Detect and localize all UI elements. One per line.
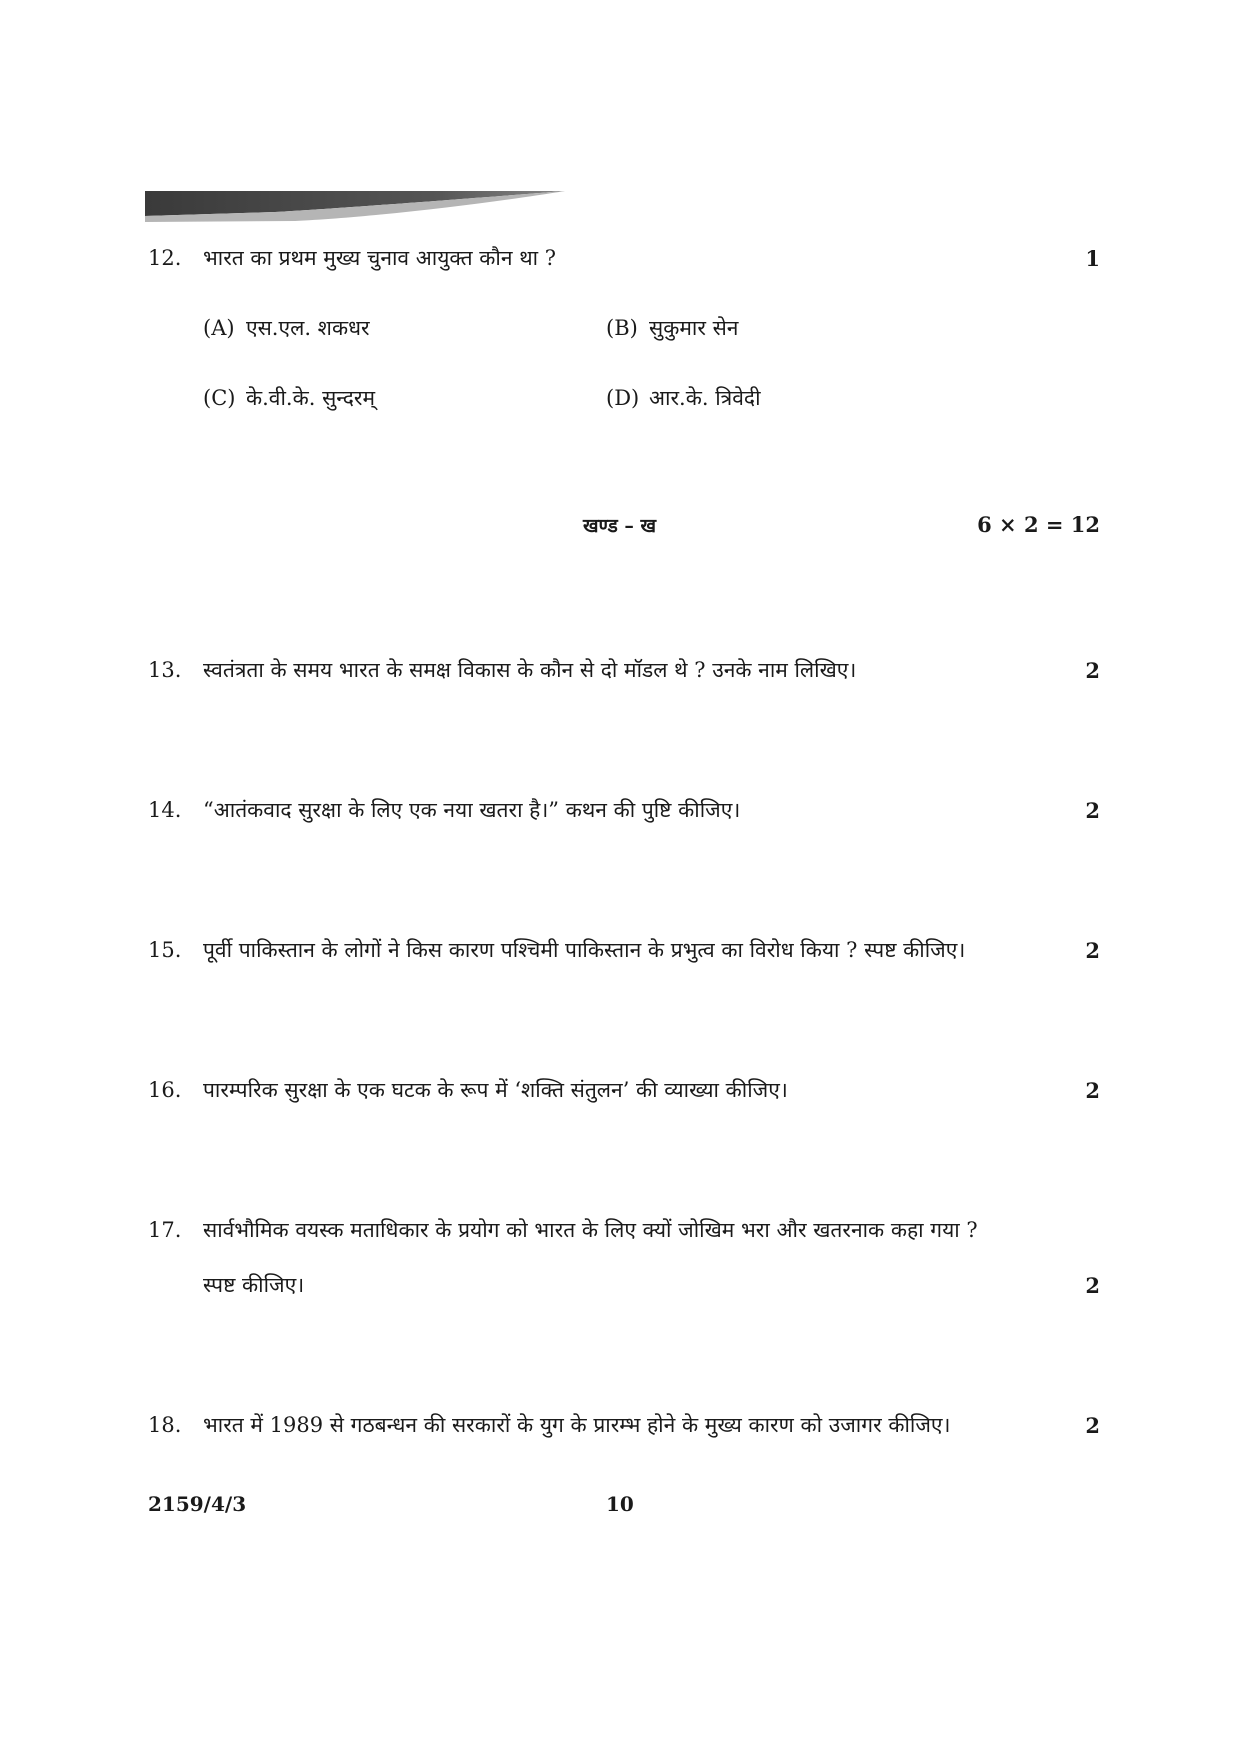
question-text: सार्वभौमिक वयस्क मताधिकार के प्रयोग को भारत के लिए क्यों जोखिम भरा और खतरनाक कहा गया ? <box>203 1218 978 1242</box>
question-text: पूर्वी पाकिस्तान के लोगों ने किस कारण पश्चिमी पाकिस्तान के प्रभुत्व का विरोध किया ? स्पष्ट कीजिए। <box>203 938 966 962</box>
question-text: पारम्परिक सुरक्षा के एक घटक के रूप में ‘शक्ति संतुलन’ की व्याख्या कीजिए। <box>203 1078 788 1102</box>
section-title: खण्ड – ख <box>583 515 657 537</box>
question-marks: 2 <box>1085 1273 1100 1298</box>
question-marks: 1 <box>1085 246 1100 271</box>
option-d <box>606 388 761 409</box>
option-text: सुकुमार सेन <box>649 316 739 340</box>
question-text: स्वतंत्रता के समय भारत के समक्ष विकास के कौन से दो मॉडल थे ? उनके नाम लिखिए। <box>203 658 857 682</box>
question-text: भारत में 1989 से गठबन्धन की सरकारों के युग के प्रारम्भ होने के मुख्य कारण को उजागर कीजिए। <box>203 1413 951 1437</box>
question-text-continued: स्पष्ट कीजिए। <box>203 1273 305 1297</box>
question-marks: 2 <box>1085 938 1100 963</box>
question-number: 14. <box>148 798 182 822</box>
question-number: 18. <box>148 1413 182 1437</box>
question-marks: 2 <box>1085 1078 1100 1103</box>
option-text: एस.एल. शकधर <box>246 316 370 340</box>
question-number: 16. <box>148 1078 182 1102</box>
option-label: (C) <box>203 386 236 410</box>
question-number: 12. <box>148 246 182 270</box>
option-c <box>203 388 375 409</box>
page-number: 10 <box>606 1492 634 1516</box>
option-label: (B) <box>606 316 638 340</box>
question-text: “आतंकवाद सुरक्षा के लिए एक नया खतरा है।” कथन की पुष्टि कीजिए। <box>203 798 741 822</box>
question-number: 13. <box>148 658 182 682</box>
question-marks: 2 <box>1085 798 1100 823</box>
option-a <box>203 318 370 339</box>
option-label: (A) <box>203 316 235 340</box>
option-b <box>606 318 738 339</box>
question-number: 17. <box>148 1218 182 1242</box>
section-marks: 6 × 2 = 12 <box>977 512 1100 537</box>
question-marks: 2 <box>1085 658 1100 683</box>
option-label: (D) <box>606 386 640 410</box>
option-text: आर.के. त्रिवेदी <box>649 386 761 410</box>
question-17 <box>148 1220 1100 1310</box>
header-decoration <box>145 188 565 224</box>
paper-code: 2159/4/3 <box>148 1492 247 1516</box>
option-text: के.वी.के. सुन्दरम् <box>246 386 376 410</box>
question-number: 15. <box>148 938 182 962</box>
question-marks: 2 <box>1085 1413 1100 1438</box>
question-text: भारत का प्रथम मुख्य चुनाव आयुक्त कौन था ? <box>203 246 556 270</box>
